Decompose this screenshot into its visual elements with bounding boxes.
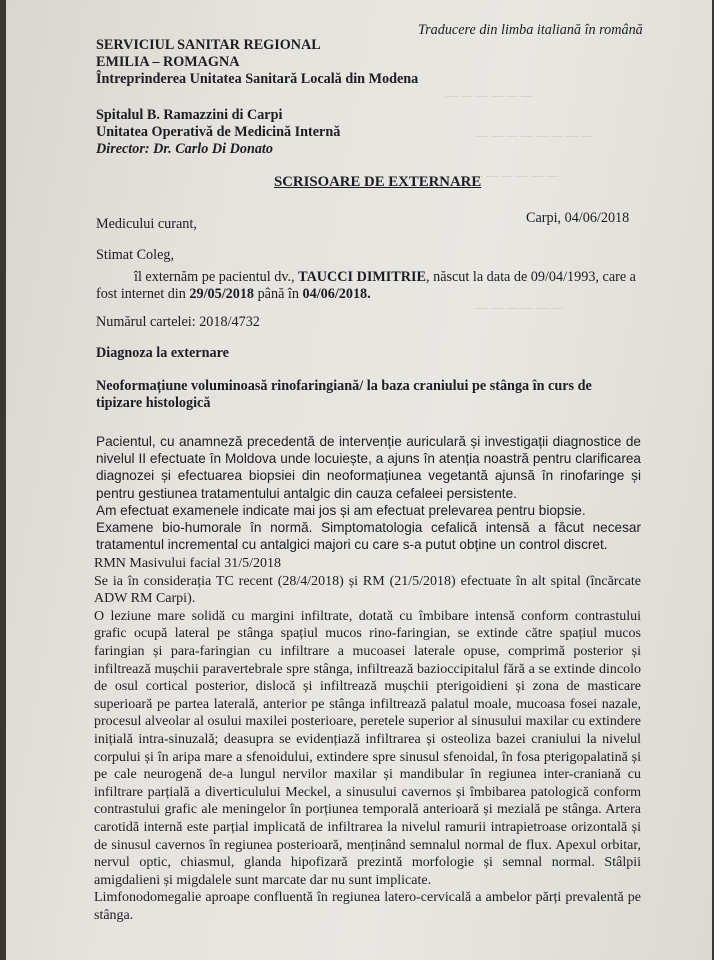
diagnosis-heading: Diagnoza la externare: [96, 345, 229, 361]
document-title: SCRISOARE DE EXTERNARE: [274, 174, 482, 190]
letterhead-service: SERVICIUL SANITAR REGIONAL: [96, 37, 321, 53]
diagnosis-text: Neoformațiune voluminoasă rinofaringiană/ la baza craniului pe stânga în curs de tipizare histologică: [96, 378, 592, 411]
hospital-block: [96, 107, 576, 158]
bleed-through-text: — — — — — —: [476, 300, 563, 314]
intro-text: , născut la data de 09/04/1993, care a fost internet din: [96, 269, 636, 302]
history-paragraph: Am efectuat examenele indicate mai jos și am efectuat prelevarea pentru biopsie.: [96, 502, 586, 518]
letterhead-region: EMILIA – ROMAGNA: [96, 54, 240, 70]
hospital-director: Director: Dr. Carlo Di Donato: [96, 141, 273, 157]
recipient: Medicului curant,: [96, 216, 197, 232]
mri-heading: RMN Masivului facial 31/5/2018: [94, 556, 282, 571]
hospital-name: Spitalul B. Ramazzini di Carpi: [96, 107, 283, 123]
history-section: [96, 433, 641, 553]
record-number: Numărul cartelei: 2018/4732: [96, 314, 260, 330]
mri-paragraph: Limfonodomegalie aproape confluentă în regiunea latero-cervicală a ambelor părți prevalentă pe stânga.: [94, 890, 641, 923]
bleed-through-text: — — — — — — — —: [476, 128, 593, 142]
bleed-through-text: — — — — — —: [446, 88, 533, 102]
mri-paragraph: Se ia în considerația TC recent (28/4/2018) și RM (21/5/2018) efectuate în alt spital (încărcate ADW RM Carpi).: [94, 573, 641, 607]
patient-name: TAUCCI DIMITRIE: [298, 269, 426, 285]
history-paragraph: Examene bio-humorale în normă. Simptomatologia cefalică intensă a făcut necesar tratamentul incremental cu antalgici majori cu care s-a putut obține un control discret.: [96, 520, 641, 553]
intro-paragraph: [96, 269, 636, 303]
hospital-unit: Unitatea Operativă de Medicină Internă: [96, 124, 341, 140]
place-date: Carpi, 04/06/2018: [526, 210, 630, 226]
discharge-date: 04/06/2018.: [302, 286, 371, 302]
letterhead: [96, 37, 576, 88]
intro-text: îl externăm pe pacientul dv.,: [134, 269, 299, 285]
letterhead-agency: Întreprinderea Unitatea Sanitară Locală din Modena: [96, 71, 419, 87]
history-paragraph: Pacientul, cu anamneză precedentă de intervenție auriculară și investigații diagnostice de nivelul II efectuate în Moldova unde locuiește, a ajuns în atenția noastră pentru clarificarea diagnozei și efectuarea biopsiei din neoformațiunea vegetantă ajunsă în rinofaringe și pentru gestiunea tratamentului antalgic din cauza cefaleei persistente.: [96, 434, 641, 501]
salutation: Stimat Coleg,: [96, 247, 175, 263]
mri-paragraph: O leziune mare solidă cu margini infiltrate, dotată cu îmbibare intensă conform contrastului grafic ocupă lateral pe stânga spațiul mucos rino-faringian, se extinde către spațiul mucos faringian și para-faringian cu infiltrare a mucoasei laterale opuse, comprimă posterior și infiltrează mușchii paravertebrale spre stânga, infiltrează bazioccipitalul fără a se extinde dincolo de osul cortical posterior, dislocă și infiltrează mușchii pterigoidieni și zona de masticare superioară pe partea laterală, anterior pe stânga infiltrează palatul moale, mucoasa fosei nazale, procesul alveolar al osului maxilei posterioare, peretele superior al sinusului maxilar cu extindere inițială intra-sinuzală; deasupra se evidențiază infiltrarea și osteoliza bazei craniului la nivelul corpului și în aripa mare a sfenoidului, extindere spre sinusul sfenoidal, în fosa pterigopalatină și pe cale neurogenă de-a lungul nervilor maxilar și mandibular în regiunea inter-craniană cu infiltrare parțială a diverticulului Meckel, a sinusului cavernos și îmbibarea patologică conform contrastului grafic ale meningelor în porțiunea temporală anterioară și mezială pe stânga. Artera carotidă internă este parțial implicată de infiltrarea la nivelul ramurii intrapietroase orizontală și de sinusul cavernos în regiunea posterioară, menținând semnalul normal de flux. Apexul orbitar, nervul optic, chiasmul, glanda hipofizară prezintă morfologie și semnal normal. Stâlpii amigdalieni și migdalele sunt marcate dar nu sunt implicate.: [94, 608, 641, 888]
intro-text: până în: [254, 286, 303, 302]
mri-section: [94, 555, 641, 924]
translation-note: Traducere din limba italiană în română: [418, 22, 643, 38]
bleed-through-text: — — — — — — —: [456, 168, 558, 182]
admission-date: 29/05/2018: [189, 286, 255, 302]
document-page: [6, 0, 712, 960]
